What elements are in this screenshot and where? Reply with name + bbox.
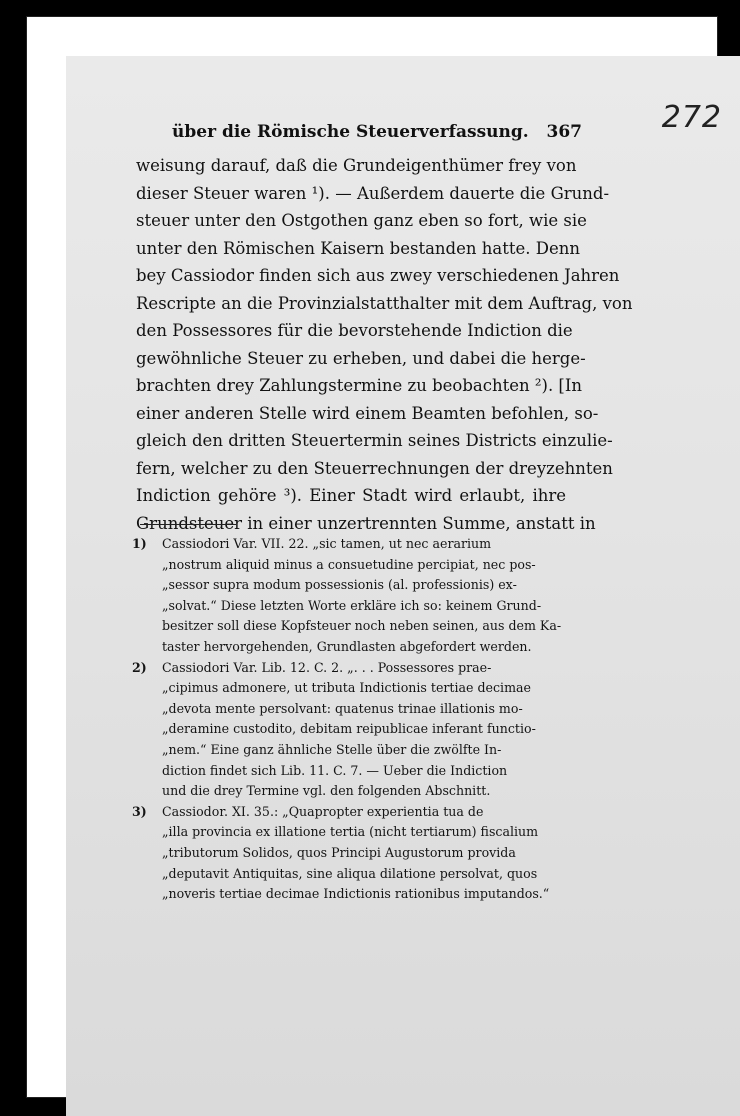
body-line: gleich den dritten Steuertermin seines Districts einzulie-: [136, 431, 613, 450]
footnote-line: „tributorum Solidos, quos Principi Augustorum provida: [162, 844, 516, 860]
footnote-line: Cassiodori Var. Lib. 12. C. 2. „. . . Possessores prae-: [162, 659, 492, 675]
footnote-rule: [140, 524, 236, 525]
body-line: den Possessores für die bevorstehende Indiction die: [136, 321, 573, 340]
body-line: Indiction gehöre ³). Einer Stadt wird erlaubt, ihre: [136, 486, 566, 505]
footnote-text: [162, 534, 572, 658]
footnote-line: „sessor supra modum possessionis (al. professionis) ex-: [162, 577, 517, 593]
footnote-number: 1): [132, 536, 147, 551]
body-line: bey Cassiodor finden sich aus zwey verschiedenen Jahren: [136, 266, 620, 285]
body-line: weisung darauf, daß die Grundeigenthümer frey von: [136, 156, 577, 175]
footnote-3: [132, 802, 572, 905]
body-line: gewöhnliche Steuer zu erheben, und dabei die herge-: [136, 348, 586, 368]
footnote-line: „solvat.“ Diese letzten Worte erkläre ich so: keinem Grund-: [162, 597, 542, 613]
footnote-line: und die drey Termine vgl. den folgenden Abschnitt.: [162, 783, 491, 799]
footnote-line: Cassiodor. XI. 35.: „Quapropter experientia tua de: [162, 803, 484, 819]
body-line: unter den Römischen Kaisern bestanden hatte. Denn: [136, 238, 580, 258]
footnote-line: „devota mente persolvant: quatenus trinae illationis mo-: [162, 700, 523, 716]
body-line: Grundsteuer in einer unzertrennten Summe, anstatt in: [136, 513, 596, 533]
footnote-text: [162, 658, 572, 802]
footnote-line: „noveris tertiae decimae Indictionis rationibus imputandos.“: [162, 886, 550, 902]
body-text: [136, 152, 633, 537]
body-line: dieser Steuer waren ¹). — Außerdem dauerte die Grund-: [136, 183, 610, 203]
body-line: fern, welcher zu den Steuerrechnungen der dreyzehnten: [136, 458, 613, 478]
footnote-line: Cassiodori Var. VII. 22. „sic tamen, ut nec aerarium: [162, 536, 492, 551]
footnotes: [132, 534, 572, 905]
header-page-number: 367: [546, 122, 582, 142]
body-line: einer anderen Stelle wird einem Beamten befohlen, so-: [136, 403, 599, 423]
footnote-line: „cipimus admonere, ut tributa Indictionis tertiae decimae: [162, 680, 531, 696]
footnote-line: besitzer soll diese Kopfsteuer noch neben seinen, aus dem Ka-: [162, 618, 562, 634]
footnote-line: „deputavit Antiquitas, sine aliqua dilatione persolvat, quos: [162, 865, 538, 881]
footnote-line: „nostrum aliquid minus a consuetudine percipiat, nec pos-: [162, 556, 536, 572]
footnote-line: „illa provincia ex illatione tertia (nicht tertiarum) fiscalium: [162, 824, 539, 840]
footnote-line: diction findet sich Lib. 11. C. 7. — Ueber die Indiction: [162, 762, 508, 778]
body-line: brachten drey Zahlungstermine zu beobachten ²). [In: [136, 376, 583, 395]
running-header: [172, 122, 582, 142]
footnote-line: taster hervorgehenden, Grundlasten abgefordert werden.: [162, 638, 532, 654]
footnote-line: „deramine custodito, debitam reipublicae inferant functio-: [162, 721, 536, 737]
footnote-1: [132, 534, 572, 658]
footnote-number: 3): [132, 803, 147, 819]
handwritten-folio-number: 272: [661, 100, 722, 135]
footnote-line: „nem.“ Eine ganz ähnliche Stelle über die zwölfte In-: [162, 741, 502, 757]
footnote-number: 2): [132, 659, 147, 675]
header-title: über die Römische Steuerverfassung.: [172, 122, 529, 142]
footnote-text: [162, 802, 572, 905]
footnote-2: [132, 658, 572, 802]
body-line: Rescripte an die Provinzialstatthalter mit dem Auftrag, von: [136, 293, 633, 313]
body-line: steuer unter den Ostgothen ganz eben so fort, wie sie: [136, 211, 587, 230]
